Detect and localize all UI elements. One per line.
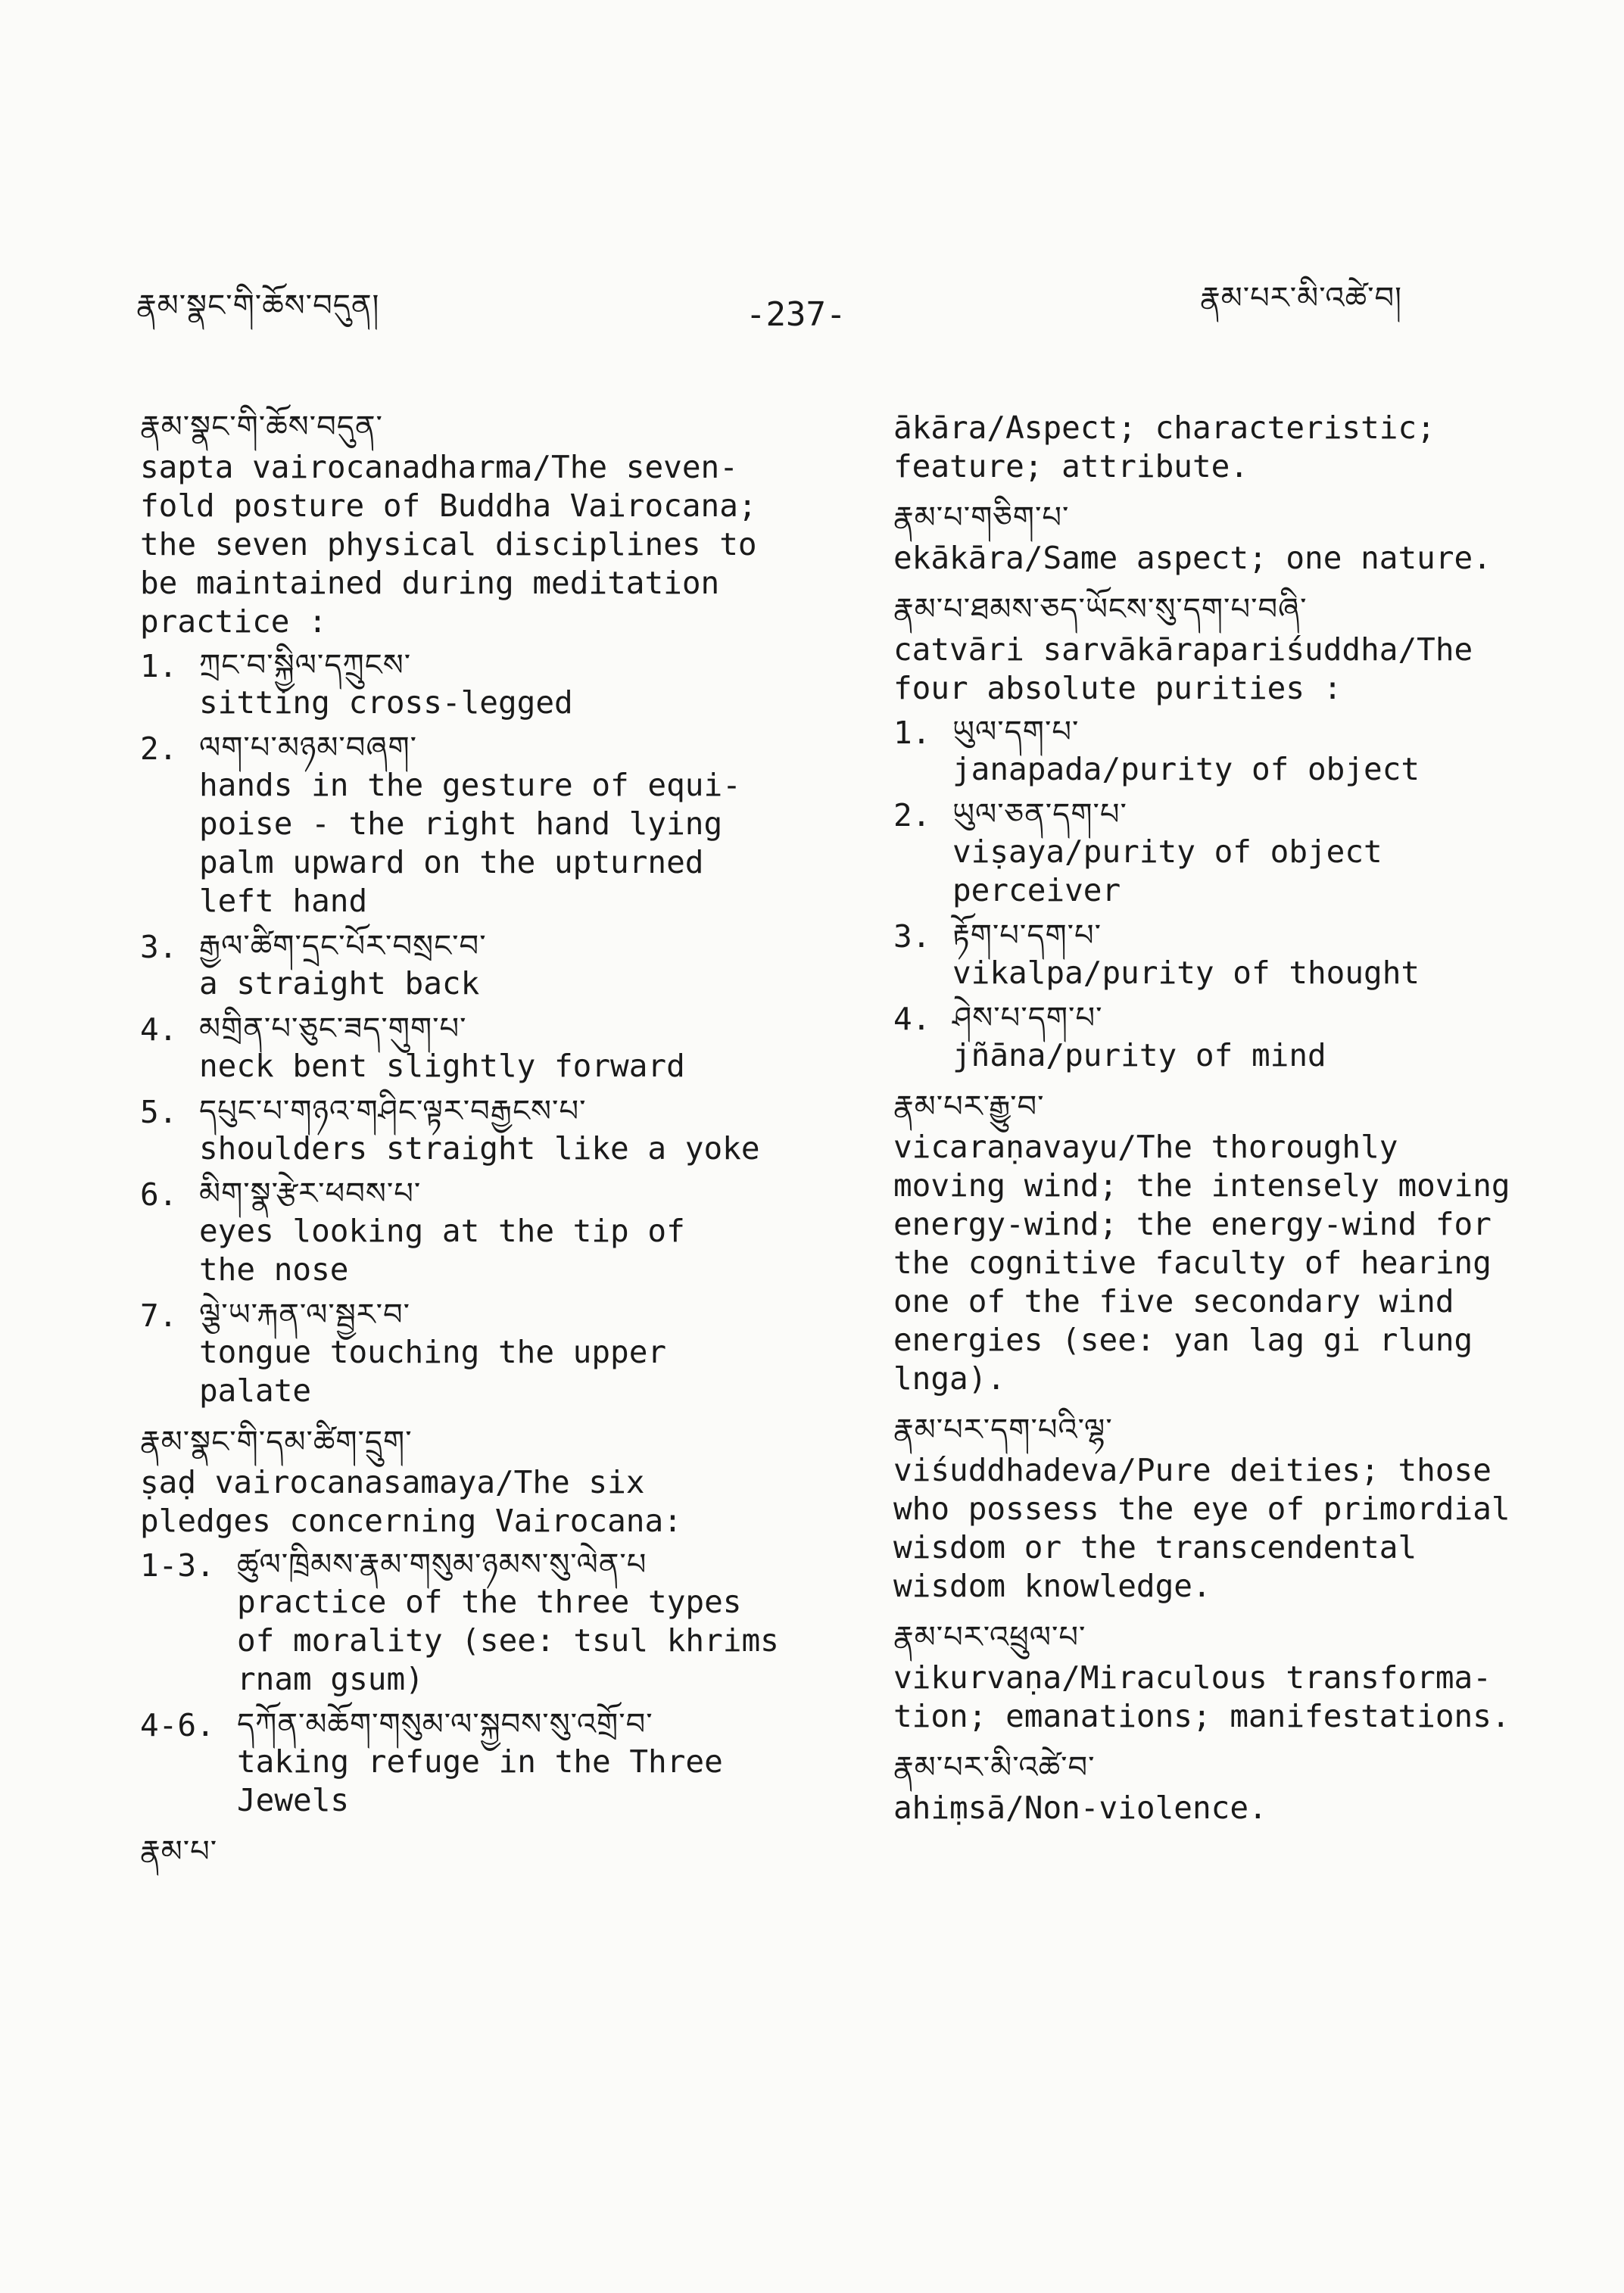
- entry-vairocana-seven: [140, 409, 821, 1410]
- entry-ahimsa: [893, 1749, 1560, 1827]
- list-item: [893, 796, 1560, 910]
- item-number: 4.: [893, 1001, 931, 1037]
- page-header: [0, 280, 1624, 341]
- entry-headword: རྣམ་པར་རྒྱུ་བ་: [893, 1089, 1045, 1124]
- list-item: [140, 1011, 821, 1086]
- list-item: [140, 1297, 821, 1410]
- entry-headword: རྣམ་པར་མི་འཚེ་བ་: [893, 1750, 1096, 1785]
- list-item: [893, 714, 1560, 789]
- item-text: jñāna/purity of mind: [952, 1037, 1326, 1073]
- item-tibetan: ཀྲང་བ་སྐྱིལ་དཀྲུངས་: [199, 648, 412, 683]
- item-number: 7.: [140, 1298, 178, 1334]
- item-text: vikalpa/purity of thought: [952, 955, 1420, 991]
- item-text: practice of the three types of morality (see: tsul khrims rnam gsum): [237, 1584, 779, 1697]
- item-tibetan: ཡུལ་ཅན་དག་པ་: [952, 797, 1127, 832]
- list-item: [140, 1706, 821, 1820]
- item-text: hands in the gesture of equi- poise - the right hand lying palm upward on the upturned left hand: [199, 767, 741, 919]
- item-tibetan: ཡུལ་དག་པ་: [952, 715, 1080, 749]
- item-text: sitting cross-legged: [199, 684, 573, 721]
- item-number: 2.: [893, 797, 931, 833]
- page-number: -237-: [746, 295, 846, 334]
- list-item: [893, 1000, 1560, 1075]
- item-number: 3.: [140, 929, 178, 965]
- list-item: [140, 1176, 821, 1289]
- entry-headword: རྣམ་སྣང་གི་དམ་ཚིག་དྲུག་: [140, 1425, 413, 1460]
- entry-gloss: vicaraṇavayu/The thoroughly moving wind; the intensely moving energy-wind; the energy-wind for the cognitive faculty of hearing one of the five secondary wind energies (see: yan lag gi rlung lnga).: [893, 1129, 1510, 1397]
- item-tibetan: ཚུལ་ཁྲིམས་རྣམ་གསུམ་ཉམས་སུ་ལེན་པ: [237, 1547, 647, 1582]
- item-tibetan: དཔུང་པ་གཉའ་གཤིང་ལྟར་བརྒྱངས་པ་: [199, 1094, 587, 1129]
- item-text: eyes looking at the tip of the nose: [199, 1213, 685, 1288]
- entry-visuddhadeva: [893, 1412, 1560, 1606]
- item-tibetan: ལག་པ་མཉམ་བཞག་: [199, 731, 417, 765]
- entry-item-list: [140, 1547, 821, 1820]
- entry-gloss: catvāri sarvākārapariśuddha/The four absolute purities :: [893, 631, 1473, 706]
- entry-headword: རྣམ་པ་ཐམས་ཅད་ཡོངས་སུ་དག་པ་བཞི་: [893, 592, 1308, 627]
- right-column: [893, 409, 1560, 1841]
- entry-headword: རྣམ་སྣང་གི་ཆོས་བདུན་: [140, 410, 383, 444]
- list-item: [140, 647, 821, 722]
- item-text: a straight back: [199, 965, 480, 1002]
- running-head-right: རྣམ་པར་མི་འཚེ་བ།: [1200, 281, 1402, 316]
- item-text: tongue touching the upper palate: [199, 1334, 667, 1409]
- entry-vicaranavayu: [893, 1089, 1560, 1398]
- item-tibetan: མགྲིན་པ་ཅུང་ཟད་གུག་པ་: [199, 1011, 467, 1046]
- left-column: [140, 409, 821, 1883]
- entry-headword: རྣམ་པར་འཕྲུལ་པ་: [893, 1620, 1086, 1655]
- list-item: [140, 928, 821, 1003]
- item-number: 4.: [140, 1011, 178, 1048]
- list-item: [140, 1547, 821, 1699]
- item-number: 1-3.: [140, 1547, 215, 1584]
- item-number: 6.: [140, 1176, 178, 1213]
- entry-vairocana-pledges: [140, 1424, 821, 1820]
- entry-gloss: sapta vairocanadharma/The seven- fold posture of Buddha Vairocana; the seven physical disciplines to be maintained during meditation practice :: [140, 449, 757, 640]
- item-number: 4-6.: [140, 1707, 215, 1743]
- entry-item-list: [893, 714, 1560, 1075]
- running-head-left: རྣམ་སྣང་གི་ཆོས་བདུན།: [136, 288, 380, 323]
- item-tibetan: རྟོག་པ་དག་པ་: [952, 918, 1102, 953]
- item-tibetan: ལྕེ་ཡ་རྐན་ལ་སྦྱར་བ་: [199, 1298, 411, 1332]
- item-number: 1.: [893, 715, 931, 751]
- entry-headword: རྣམ་པ་གཅིག་པ་: [893, 500, 1070, 535]
- item-number: 2.: [140, 731, 178, 767]
- entry-gloss: vikurvaṇa/Miraculous transforma- tion; emanations; manifestations.: [893, 1659, 1510, 1734]
- item-tibetan: རྒྱལ་ཚིག་དྲང་པོར་བསྲང་བ་: [199, 929, 487, 964]
- entry-gloss: ekākāra/Same aspect; one nature.: [893, 540, 1492, 576]
- item-text: janapada/purity of object: [952, 751, 1420, 787]
- item-text: shoulders straight like a yoke: [199, 1130, 760, 1167]
- entry-headword: རྣམ་པར་དག་པའི་ལྷ་: [893, 1413, 1113, 1447]
- entry-ekakara: [893, 500, 1560, 578]
- list-item: [140, 730, 821, 921]
- entry-gloss: ākāra/Aspect; characteristic; feature; attribute.: [893, 410, 1435, 484]
- entry-vikurvana: [893, 1619, 1560, 1736]
- entry-gloss: ahiṃsā/Non-violence.: [893, 1790, 1267, 1826]
- item-text: neck bent slightly forward: [199, 1048, 685, 1084]
- item-number: 1.: [140, 648, 178, 684]
- item-text: viṣaya/purity of object perceiver: [952, 833, 1382, 908]
- entry-rnam-pa: [140, 1833, 821, 1870]
- item-tibetan: མིག་སྣ་རྩེར་ཕབས་པ་: [199, 1176, 422, 1211]
- item-text: taking refuge in the Three Jewels: [237, 1743, 723, 1818]
- item-tibetan: ཤེས་པ་དག་པ་: [952, 1001, 1103, 1036]
- entry-headword: རྣམ་པ་: [140, 1834, 218, 1869]
- list-item: [140, 1093, 821, 1168]
- list-item: [893, 918, 1560, 992]
- entry-gloss: viśuddhadeva/Pure deities; those who possess the eye of primordial wisdom or the transcendental wisdom knowledge.: [893, 1452, 1510, 1604]
- item-number: 3.: [893, 918, 931, 955]
- item-tibetan: དཀོན་མཆོག་གསུམ་ལ་སྐྱབས་སུ་འགྲོ་བ་: [237, 1707, 653, 1742]
- entry-item-list: [140, 647, 821, 1410]
- item-number: 5.: [140, 1094, 178, 1130]
- entry-four-purities: [893, 591, 1560, 1075]
- entry-gloss: ṣaḍ vairocanasamaya/The six pledges concerning Vairocana:: [140, 1464, 682, 1539]
- entry-akara: [893, 409, 1560, 486]
